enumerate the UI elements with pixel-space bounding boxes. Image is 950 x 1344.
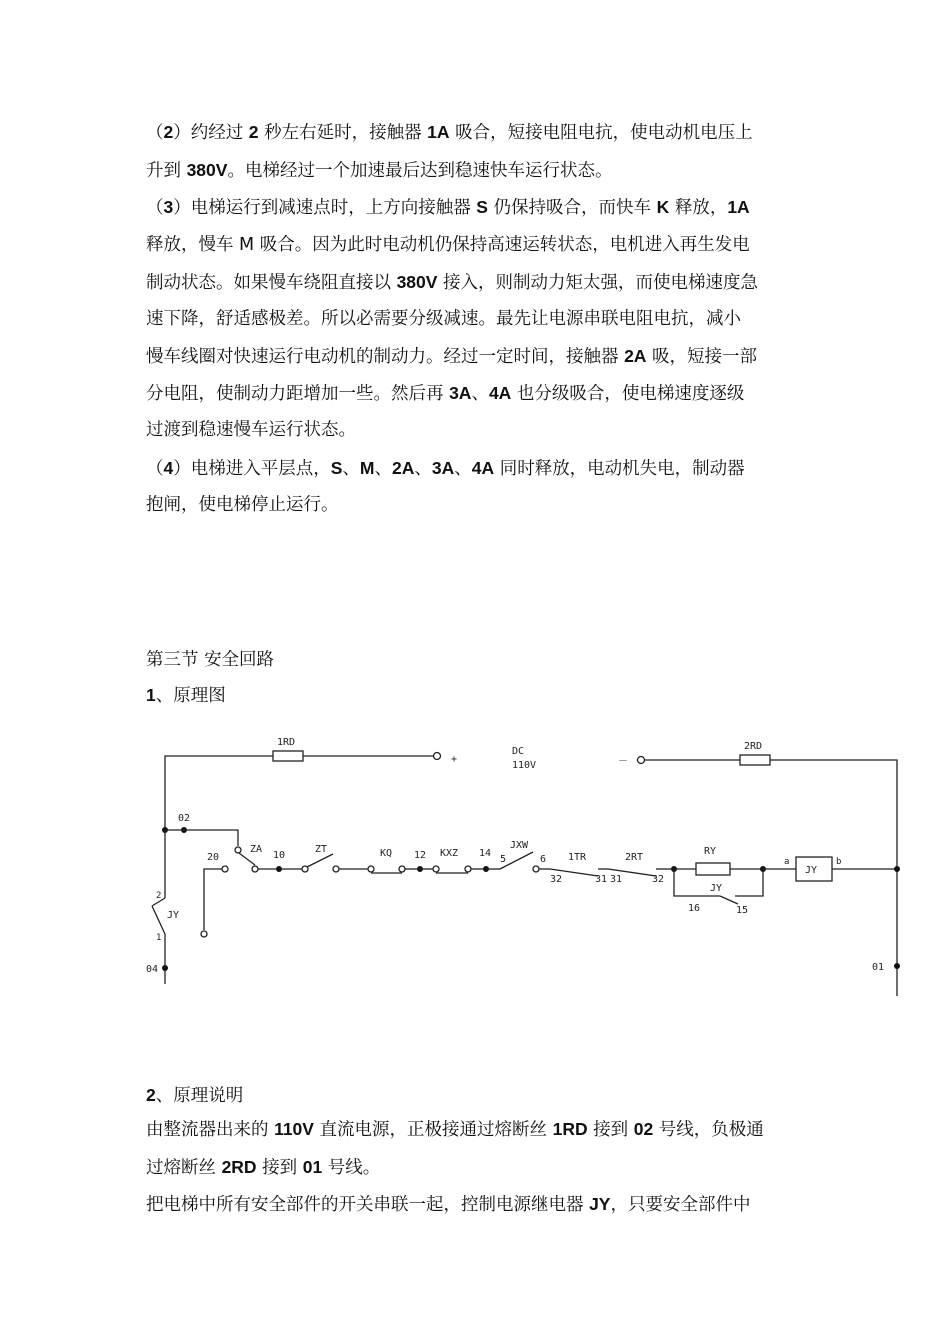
node-31b-label: 31 (610, 874, 623, 885)
terminal-a-label: a (784, 857, 790, 867)
terminal-20 (222, 866, 228, 872)
paragraph-step-3-line-7: 过渡到稳速慢车运行状态。 (146, 420, 356, 440)
switch-kq-label: KQ (380, 848, 393, 859)
minus-label: － (618, 756, 628, 767)
contact-2-label: 2 (156, 891, 162, 901)
terminal-minus (638, 757, 645, 764)
plus-label: + (451, 754, 458, 765)
coil-jy-label: JY (805, 865, 818, 876)
fuse-1rd (273, 751, 303, 761)
fuse-1rd-label: 1RD (277, 737, 296, 748)
paragraph-step-3-line-1: （3）电梯运行到减速点时，上方向接触器 S 仍保持吸合，而快车 K 释放，1A (146, 197, 750, 218)
contact-2rt-label: 2RT (625, 852, 644, 863)
wire-jy-parallel-right (735, 869, 763, 896)
subsection-title-explanation: 2、原理说明 (146, 1085, 244, 1106)
node-15-label: 15 (736, 905, 749, 916)
switch-kxz-label: KXZ (440, 848, 459, 859)
resistor-ry (696, 863, 730, 875)
terminal-b-label: b (836, 857, 842, 867)
terminal-6 (533, 866, 539, 872)
paragraph-explanation-line-2: 过熔断丝 2RD 接到 01 号线。 (146, 1157, 381, 1178)
dc-label: DC (512, 746, 525, 757)
node-04 (162, 965, 168, 971)
node-5-label: 5 (500, 854, 507, 865)
dc-voltage-label: 110V (512, 760, 537, 771)
node-32a-label: 32 (550, 874, 563, 885)
contact-jy-left (152, 906, 165, 934)
paragraph-step-2-line-2: 升到 380V。电梯经过一个加速最后达到稳速快车运行状态。 (146, 160, 613, 181)
node-04-label: 04 (146, 964, 159, 975)
node-coil-return (894, 866, 900, 872)
contact-jy-left-label: JY (167, 910, 180, 921)
node-32b-label: 32 (652, 874, 665, 885)
terminal-za (252, 866, 258, 872)
paragraph-explanation-line-1: 由整流器出来的 110V 直流电源，正极接通过熔断丝 1RD 接到 02 号线，负极通 (146, 1119, 764, 1140)
contact-jy-parallel (720, 896, 738, 904)
switch-za-label: ZA (250, 844, 263, 855)
safety-circuit-diagram (140, 728, 920, 1008)
node-16-label: 16 (688, 903, 701, 914)
switch-jxw-label: JXW (510, 840, 529, 851)
fuse-2rd-label: 2RD (744, 741, 763, 752)
paragraph-step-3-line-4: 速下降，舒适感极差。所以必需要分级减速。最先让电源串联电阻电抗，减小 (146, 309, 741, 329)
node-01-label: 01 (872, 962, 885, 973)
wire-negative-rail (770, 760, 897, 996)
node-02-label: 02 (178, 813, 191, 824)
paragraph-step-3-line-3: 制动状态。如果慢车绕阻直接以 380V 接入，则制动力矩太强，而使电梯速度急 (146, 272, 758, 293)
contact-jy-parallel-label: JY (710, 883, 723, 894)
node-31a-label: 31 (595, 874, 608, 885)
fuse-2rd (740, 755, 770, 765)
subsection-title-diagram: 1、原理图 (146, 685, 226, 706)
node-10-label: 10 (273, 850, 286, 861)
node-20-label: 20 (207, 852, 220, 863)
paragraph-step-2-line-1: （2）约经过 2 秒左右延时，接触器 1A 吸合，短接电阻电抗，使电动机电压上 (146, 122, 753, 143)
contact-1tr-label: 1TR (568, 852, 587, 863)
paragraph-step-3-line-5: 慢车线圈对快速运行电动机的制动力。经过一定时间，接触器 2A 吸，短接一部 (146, 346, 757, 367)
node-6-label: 6 (540, 854, 547, 865)
node-12-label: 12 (414, 850, 427, 861)
wire-20 (204, 869, 222, 930)
node-01 (894, 963, 900, 969)
terminal-kxz-right (465, 866, 471, 872)
paragraph-safety-line-1: 把电梯中所有安全部件的开关串联一起，控制电源继电器 JY，只要安全部件中 (146, 1194, 751, 1215)
switch-zt-label: ZT (315, 844, 328, 855)
terminal-kq-left (368, 866, 374, 872)
paragraph-step-4-line-2: 抱闸，使电梯停止运行。 (146, 495, 339, 515)
terminal-plus (434, 753, 441, 760)
terminal-zt-right (333, 866, 339, 872)
section-title: 第三节 安全回路 (146, 650, 275, 670)
terminal-20-bottom (201, 931, 207, 937)
resistor-ry-label: RY (704, 846, 717, 857)
contact-1-label: 1 (156, 933, 162, 943)
terminal-kq-right (399, 866, 405, 872)
terminal-kxz-left (433, 866, 439, 872)
wire-02-bus (165, 830, 238, 846)
paragraph-step-3-line-2: 释放，慢车 M 吸合。因为此时电动机仍保持高速运转状态，电机进入再生发电 (146, 235, 750, 255)
node-14-label: 14 (479, 848, 492, 859)
paragraph-step-3-line-6: 分电阻，使制动力距增加一些。然后再 3A、4A 也分级吸合，使电梯速度逐级 (146, 383, 745, 404)
switch-zt-blade (307, 854, 333, 867)
terminal-za-top (235, 847, 241, 853)
paragraph-step-4-line-1: （4）电梯进入平层点，S、M、2A、3A、4A 同时释放，电动机失电，制动器 (146, 458, 745, 479)
